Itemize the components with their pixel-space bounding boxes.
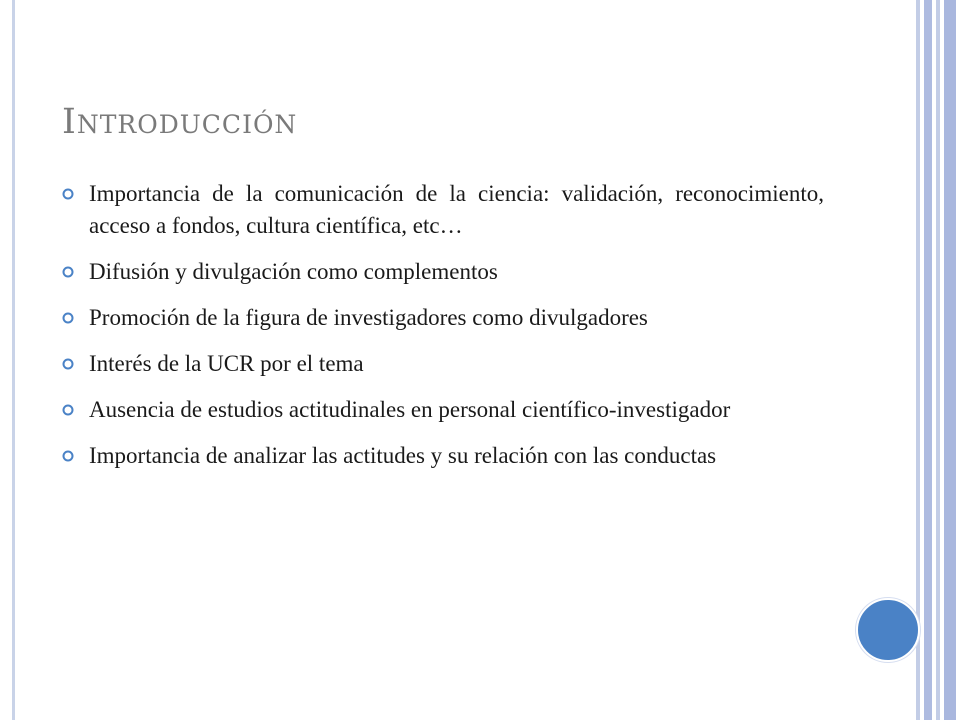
bullet-item: [62, 178, 824, 242]
right-stripes: [916, 0, 960, 720]
bullet-text: Importancia de la comunicación de la ciencia: validación, reconocimiento, acceso a fondos, cultura científica, etc…: [89, 181, 824, 238]
bullet-text: Promoción de la figura de investigadores como divulgadores: [89, 305, 648, 330]
bullet-icon: [62, 358, 74, 370]
bullet-text: Difusión y divulgación como complementos: [89, 259, 498, 284]
stripe: [924, 0, 932, 720]
bullet-item: [62, 394, 824, 426]
bullet-text: Ausencia de estudios actitudinales en personal científico-investigador: [89, 397, 731, 422]
stripe: [916, 0, 920, 720]
bullet-item: [62, 302, 824, 334]
bullet-icon: [62, 312, 74, 324]
circle-decoration: [856, 598, 920, 662]
bullet-text: Importancia de analizar las actitudes y su relación con las conductas: [89, 443, 717, 468]
bullet-icon: [62, 188, 74, 200]
stripe: [936, 0, 940, 720]
bullet-item: [62, 348, 824, 380]
bullet-item: [62, 440, 824, 472]
stripe: [944, 0, 956, 720]
bullet-item: [62, 256, 824, 288]
bullet-icon: [62, 266, 74, 278]
bullet-icon: [62, 404, 74, 416]
bullet-list: [62, 178, 824, 486]
bullet-text: Interés de la UCR por el tema: [89, 351, 364, 376]
slide-title: Introducción: [62, 102, 298, 142]
bullet-icon: [62, 450, 74, 462]
left-border: [0, 0, 15, 720]
